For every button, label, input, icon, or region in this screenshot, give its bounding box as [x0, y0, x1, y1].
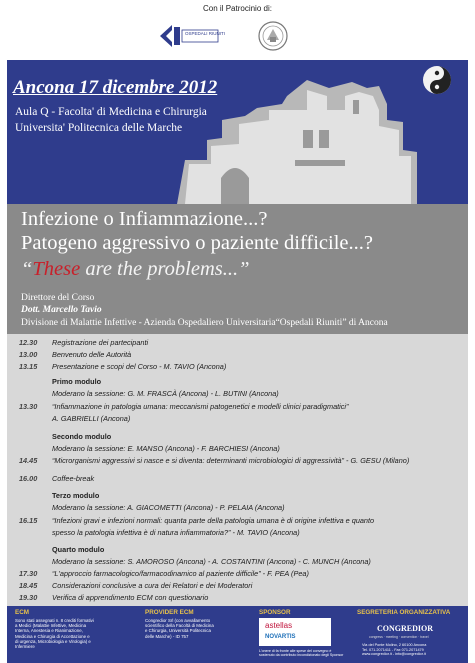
- module-1-talk: “Infiammazione in patologia umana: meccanismi patogenetici e modelli clinici paradigmatici”: [52, 402, 349, 411]
- sponsor-logo-box: [259, 618, 331, 646]
- ecm-line: Medicina e Chirurgia di Accettazione e: [15, 633, 90, 639]
- title-line-2: Patogeno aggressivo o paziente difficile...?: [21, 232, 373, 254]
- time-m1: 13.30: [19, 402, 38, 411]
- item-r5: Considerazioni conclusive a cura dei Relatori e dei Moderatori: [52, 581, 253, 590]
- university-seal-logo: [257, 20, 289, 52]
- provider-line: delle Marche) - ID 757: [145, 633, 189, 639]
- director-division: Divisione di Malattie Infettive - Azienda Ospedaliero Universitaria“Ospedali Riuniti” di Ancona: [21, 318, 388, 328]
- astellas-logo: astellas: [265, 621, 293, 630]
- item-r2: Benvenuto delle Autorità: [52, 350, 132, 359]
- provider-text: [145, 618, 214, 639]
- secretariat-line: Via del Ponte Molino, 2 60100 Ancona: [362, 643, 427, 647]
- title-highlight: These: [32, 258, 81, 280]
- venue-line-2: Universita' Politecnica delle Marche: [15, 122, 183, 134]
- sponsor-note-line: L'onere di fa fronte alle spese del convegno è: [259, 649, 332, 653]
- director-name: Dott. Marcello Tavio: [21, 305, 102, 315]
- module-4-talk: “L'approccio farmacologico/farmacodinamico al paziente difficile” - F. PEA (Pea): [52, 569, 309, 578]
- title-line-1: Infezione o Infiammazione...?: [21, 208, 268, 230]
- title-line-3: [21, 258, 250, 281]
- module-1-title: Primo modulo: [52, 377, 102, 386]
- module-4-moderators: Moderano la sessione: S. AMOROSO (Ancona) - A. COSTANTINI (Ancona) - C. MUNCH (Ancona): [52, 557, 371, 566]
- header: [0, 0, 475, 58]
- time-m3: 16.15: [19, 516, 38, 525]
- event-date: Ancona 17 dicembre 2012: [13, 77, 218, 98]
- module-3-talk-line-2: spesso la patologia infettiva è di natura infiammatoria?” - M. TAVIO (Ancona): [52, 528, 300, 537]
- module-1-speaker: A. GABRIELLI (Ancona): [52, 414, 131, 423]
- director-label: Direttore del Corso: [21, 293, 95, 303]
- item-r1: Registrazione dei partecipanti: [52, 338, 149, 347]
- item-r4: Coffee-break: [52, 474, 95, 483]
- venue-line-1: Aula Q - Facolta' di Medicina e Chirurgia: [15, 106, 207, 118]
- provider-heading: PROVIDER ECM: [145, 609, 194, 616]
- svg-text:OSPEDALI RIUNITI: OSPEDALI RIUNITI: [185, 31, 226, 36]
- ecm-heading: ECM: [15, 609, 29, 616]
- sponsor-heading: SPONSOR: [259, 609, 291, 616]
- ecm-line: a Medici (Malattie Infettive, Medicina: [15, 623, 87, 629]
- sponsor-note: [259, 649, 343, 657]
- module-2-talk: “Microrganismi aggressivi si nasce e si diventa: determinanti microbiologici di aggressività” - G. GESU (Milano): [52, 456, 410, 465]
- time-r1: 12.30: [19, 338, 38, 347]
- module-3-moderators: Moderano la sessione: A. GIACOMETTI (Ancona) - P. PELAIA (Ancona): [52, 503, 285, 512]
- ospedali-riuniti-logo: [158, 22, 226, 50]
- congredior-logo: CONGREDIOR: [377, 624, 434, 633]
- sponsor-note-line: sostenuto da contributo incondizionato degli Sponsor: [259, 653, 344, 658]
- secretariat-text: [362, 643, 426, 657]
- module-2-moderators: Moderano la sessione: E. MANSO (Ancona) - F. BARCHIESI (Ancona): [52, 444, 280, 453]
- secretariat-heading: SEGRETERIA ORGANIZZATIVA: [357, 609, 451, 616]
- ecm-line: Interna, Anestesia e Rianimazione,: [15, 628, 83, 634]
- time-m4: 17.30: [19, 569, 38, 578]
- time-r2: 13.00: [19, 350, 38, 359]
- patrocinio-label: Con il Patrocinio di:: [203, 4, 272, 13]
- ecm-line: di urgenza, Microbiologia e Virologia) e: [15, 638, 91, 644]
- module-2-title: Secondo modulo: [52, 432, 112, 441]
- time-r6: 19.30: [19, 593, 38, 602]
- time-r5: 18.45: [19, 581, 38, 590]
- title-line-3-rest: are the problems...”: [80, 258, 250, 280]
- time-r3: 13.15: [19, 362, 38, 371]
- item-r6: Verifica di apprendimento ECM con questionario: [52, 593, 209, 602]
- secretariat-line: www.congredior.it - info@congredior.it: [362, 652, 426, 657]
- provider-line: scientifico della Facoltà di Medicina: [145, 623, 214, 629]
- time-r4: 16.00: [19, 474, 38, 483]
- module-3-talk-line-1: “Infezioni gravi e infezioni normali: quanta parte della patologia umana è di origine infettiva e quanto: [52, 516, 375, 525]
- provider-line: Congredior Srl (con avvallamento: [145, 618, 211, 623]
- secretariat-line: Tel. 071.2071411 - Fax 071.2071479: [362, 647, 424, 652]
- item-r3: Presentazione e scopi del Corso - M. TAVIO (Ancona): [52, 362, 227, 371]
- ecm-text: [15, 618, 94, 649]
- module-3-title: Terzo modulo: [52, 491, 100, 500]
- provider-line: e Chirurgia, Università Politecnica: [145, 628, 211, 634]
- module-1-moderators: Moderano la sessione: G. M. FRASCÀ (Ancona) - L. BUTINI (Ancona): [52, 389, 279, 398]
- title-quote-open: “: [21, 258, 33, 280]
- ecm-line: Sono stati assegnati n. 8 crediti formativi: [15, 618, 94, 623]
- module-4-title: Quarto modulo: [52, 545, 105, 554]
- footer: [7, 606, 468, 663]
- director-block: [7, 290, 468, 334]
- program: [7, 334, 468, 606]
- novartis-logo: NOVARTIS: [265, 634, 296, 640]
- time-m2: 14.45: [19, 456, 38, 465]
- ecm-line: Infermiere: [15, 644, 35, 650]
- title-block: [7, 204, 468, 291]
- congredior-tagline: congress · meeting · convention · travel: [369, 635, 429, 639]
